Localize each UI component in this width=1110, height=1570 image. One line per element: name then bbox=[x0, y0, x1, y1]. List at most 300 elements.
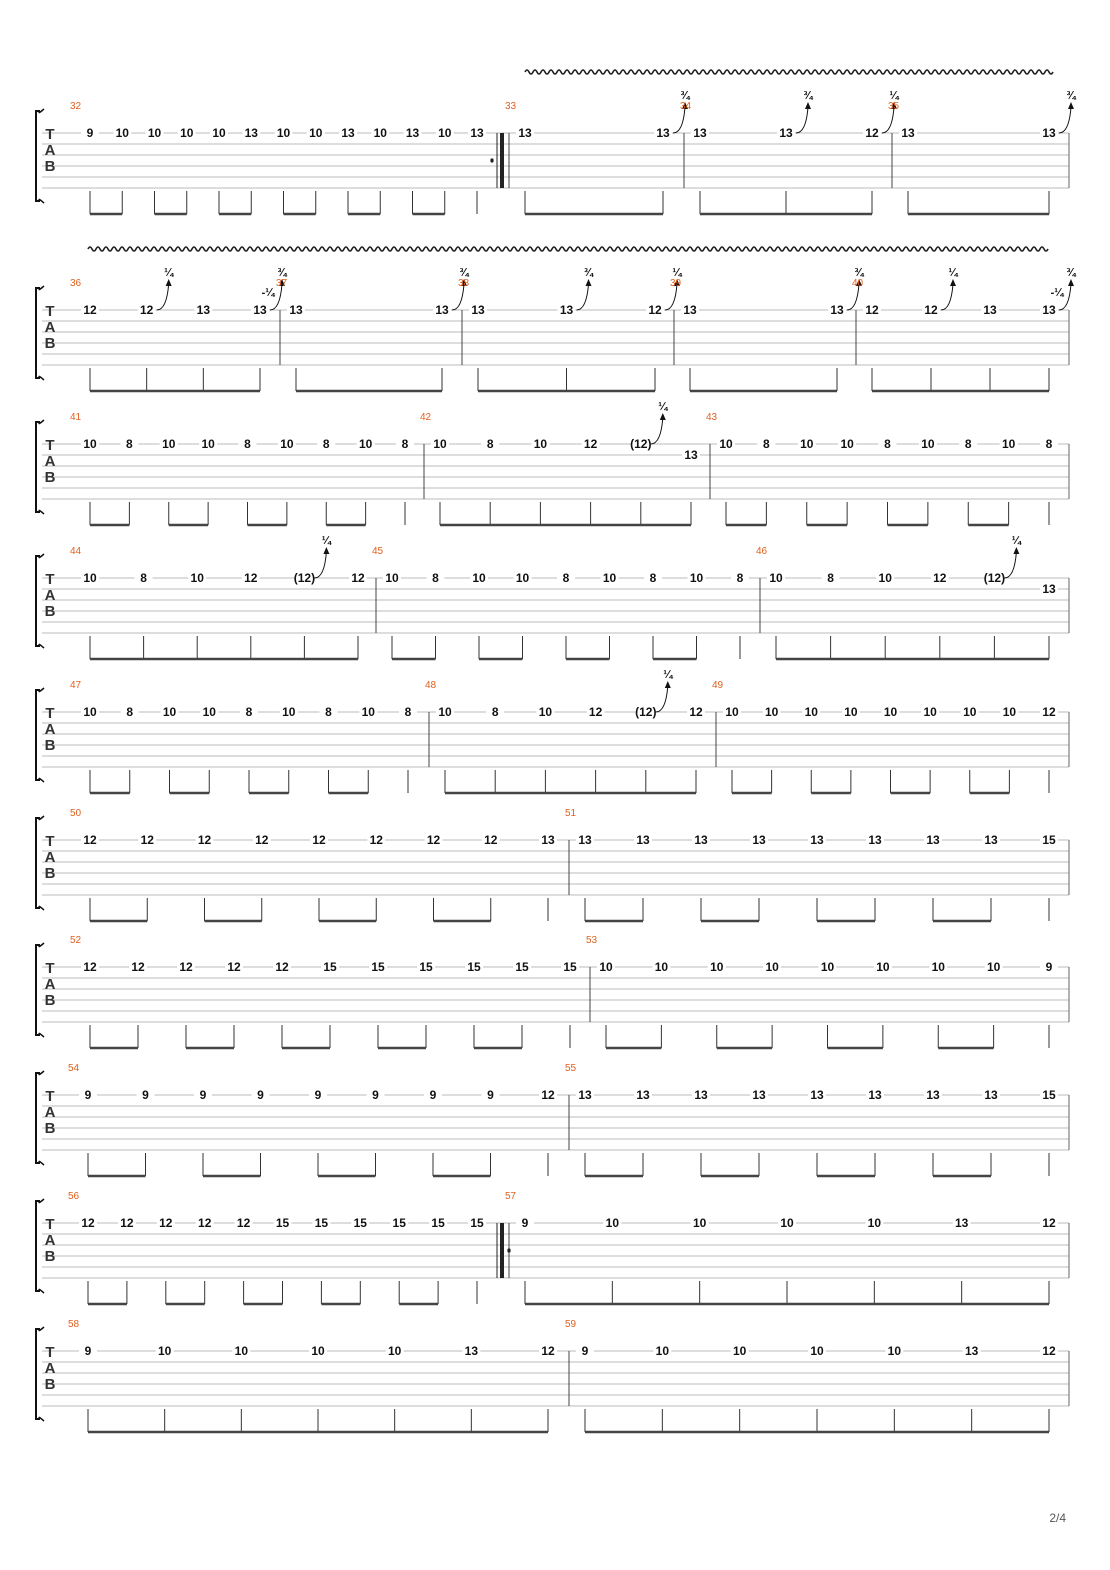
tab-clef-letter: T bbox=[45, 1088, 55, 1105]
system-bracket bbox=[36, 288, 40, 378]
fret-number: 9 bbox=[86, 126, 94, 140]
fret-number: 8 bbox=[325, 705, 332, 719]
fret-number: 10 bbox=[602, 571, 617, 585]
tab-clef-letter: A bbox=[44, 1360, 56, 1377]
bend-amount: ¾ bbox=[680, 90, 690, 102]
bend-curve bbox=[314, 552, 326, 578]
fret-number: 12 bbox=[351, 571, 365, 585]
fret-number: 10 bbox=[438, 126, 452, 140]
fret-number: 10 bbox=[820, 960, 835, 974]
fret-number: 10 bbox=[385, 571, 399, 585]
fret-number: 15 bbox=[1042, 833, 1056, 847]
fret-number: 10 bbox=[234, 1344, 249, 1358]
fret-number: 10 bbox=[309, 126, 323, 140]
fret-number: 15 bbox=[431, 1216, 445, 1230]
bend-arrow bbox=[323, 547, 329, 554]
fret-number: 10 bbox=[654, 960, 669, 974]
fret-number: 13 bbox=[196, 303, 211, 317]
tab-clef-letter: B bbox=[44, 1248, 56, 1265]
measure-number: 38 bbox=[458, 278, 470, 289]
fret-number: 15 bbox=[371, 960, 385, 974]
measure-number: 32 bbox=[70, 101, 82, 112]
fret-number: 15 bbox=[275, 1216, 290, 1230]
fret-number: 13 bbox=[752, 833, 766, 847]
bend-arrow bbox=[1068, 102, 1074, 109]
fret-number: 13 bbox=[868, 833, 882, 847]
measure-number: 40 bbox=[852, 278, 864, 289]
tab-clef-letter: B bbox=[44, 1120, 56, 1137]
fret-number: 8 bbox=[884, 437, 891, 451]
fret-number: 9 bbox=[429, 1088, 437, 1102]
fret-number: 9 bbox=[84, 1344, 92, 1358]
fret-number: 10 bbox=[83, 705, 97, 719]
fret-number: 10 bbox=[887, 1344, 902, 1358]
fret-number: 13 bbox=[289, 303, 303, 317]
measure-number: 50 bbox=[70, 808, 82, 819]
fret-number: 13 bbox=[1042, 303, 1056, 317]
fret-number: 10 bbox=[599, 960, 613, 974]
bend-amount: ¾ bbox=[854, 267, 864, 279]
fret-number: 15 bbox=[467, 960, 481, 974]
tab-clef-letter: T bbox=[45, 960, 55, 977]
tab-clef-letter: B bbox=[44, 992, 56, 1009]
tab-clef-letter: B bbox=[44, 737, 56, 754]
fret-number: 12 bbox=[179, 960, 193, 974]
tab-clef-letter: B bbox=[44, 1376, 56, 1393]
fret-number: 12 bbox=[244, 571, 258, 585]
fret-number: (12) bbox=[293, 571, 316, 585]
fret-number: 12 bbox=[924, 303, 938, 317]
fret-number: 12 bbox=[131, 960, 145, 974]
measure-number: 34 bbox=[680, 101, 692, 112]
fret-number: 10 bbox=[921, 437, 935, 451]
bend-amount: ¾ bbox=[803, 90, 813, 102]
measure-number: 39 bbox=[670, 278, 682, 289]
measure-number: 45 bbox=[372, 546, 384, 557]
fret-number: 13 bbox=[559, 303, 574, 317]
fret-number: 13 bbox=[964, 1344, 979, 1358]
tab-clef-letter: T bbox=[45, 705, 55, 722]
system-bracket bbox=[36, 1073, 40, 1163]
fret-number: 13 bbox=[926, 1088, 940, 1102]
fret-number: 12 bbox=[1042, 705, 1056, 719]
fret-number: 13 bbox=[694, 1088, 708, 1102]
fret-number: 8 bbox=[244, 437, 251, 451]
fret-number: 10 bbox=[387, 1344, 402, 1358]
bend-amount: ¾ bbox=[459, 267, 469, 279]
fret-number: 10 bbox=[883, 705, 898, 719]
fret-number: 13 bbox=[901, 126, 915, 140]
fret-number: 10 bbox=[311, 1344, 325, 1358]
bend-amount: ¾ bbox=[277, 267, 287, 279]
fret-number: 12 bbox=[484, 833, 498, 847]
fret-number: 8 bbox=[140, 571, 147, 585]
fret-number: 10 bbox=[83, 437, 97, 451]
fret-number: 12 bbox=[236, 1216, 251, 1230]
fret-number: 13 bbox=[464, 1344, 479, 1358]
bend-arrow bbox=[950, 279, 956, 286]
page-number: 2/4 bbox=[1049, 1511, 1066, 1525]
fret-number: 8 bbox=[401, 437, 409, 451]
fret-number: 10 bbox=[147, 126, 162, 140]
fret-number: 10 bbox=[472, 571, 486, 585]
fret-number: 13 bbox=[518, 126, 532, 140]
fret-number: 12 bbox=[648, 303, 662, 317]
fret-number: 15 bbox=[419, 960, 433, 974]
fret-number: 12 bbox=[369, 833, 383, 847]
fret-number: 10 bbox=[1002, 705, 1017, 719]
fret-number: 15 bbox=[323, 960, 337, 974]
fret-number: 9 bbox=[487, 1088, 494, 1102]
fret-number: 10 bbox=[438, 705, 452, 719]
fret-number: 12 bbox=[83, 833, 97, 847]
fret-number: 12 bbox=[583, 437, 598, 451]
fret-number: 8 bbox=[736, 571, 744, 585]
fret-number: 8 bbox=[763, 437, 770, 451]
fret-number: 8 bbox=[827, 571, 834, 585]
fret-number: 10 bbox=[689, 571, 704, 585]
system-bracket bbox=[36, 1329, 40, 1419]
bend-release: -¼ bbox=[1050, 287, 1064, 299]
fret-number: 12 bbox=[81, 1216, 95, 1230]
bend-curve bbox=[941, 284, 953, 310]
bend-curve bbox=[157, 284, 169, 310]
fret-number: 12 bbox=[197, 833, 212, 847]
fret-number: 12 bbox=[83, 960, 97, 974]
fret-number: 15 bbox=[1042, 1088, 1056, 1102]
vibrato-line bbox=[88, 247, 1048, 251]
fret-number: 13 bbox=[779, 126, 793, 140]
bend-arrow bbox=[166, 279, 172, 286]
fret-number: 13 bbox=[471, 303, 485, 317]
fret-number: 8 bbox=[964, 437, 972, 451]
fret-number: 10 bbox=[361, 705, 375, 719]
system-bracket bbox=[36, 422, 40, 512]
fret-number: 10 bbox=[692, 1216, 707, 1230]
tab-clef-letter: A bbox=[44, 976, 56, 993]
fret-number: 10 bbox=[867, 1216, 882, 1230]
measure-number: 33 bbox=[505, 101, 517, 112]
measure-number: 46 bbox=[756, 546, 768, 557]
fret-number: 12 bbox=[139, 303, 154, 317]
fret-number: (12) bbox=[983, 571, 1006, 585]
bend-amount: ¾ bbox=[1066, 90, 1076, 102]
tab-clef-letter: T bbox=[45, 437, 55, 454]
fret-number: 13 bbox=[683, 303, 697, 317]
fret-number: 13 bbox=[435, 303, 449, 317]
repeat-dot bbox=[490, 159, 493, 162]
tab-clef-letter: T bbox=[45, 571, 55, 588]
fret-number: 13 bbox=[405, 126, 420, 140]
fret-number: 13 bbox=[656, 126, 670, 140]
fret-number: 9 bbox=[581, 1344, 589, 1358]
system-bracket bbox=[36, 1201, 40, 1291]
fret-number: 13 bbox=[684, 448, 698, 462]
tab-system bbox=[36, 1063, 1069, 1176]
fret-number: 13 bbox=[244, 126, 258, 140]
fret-number: 13 bbox=[1042, 582, 1056, 596]
fret-number: 10 bbox=[373, 126, 387, 140]
fret-number: 8 bbox=[126, 437, 133, 451]
fret-number: 8 bbox=[491, 705, 499, 719]
fret-number: 10 bbox=[162, 705, 177, 719]
fret-number: 13 bbox=[578, 1088, 592, 1102]
fret-number: 12 bbox=[865, 303, 879, 317]
measure-number: 48 bbox=[425, 680, 437, 691]
bend-amount: ¾ bbox=[1066, 267, 1076, 279]
fret-number: 12 bbox=[83, 303, 97, 317]
fret-number: 13 bbox=[954, 1216, 969, 1230]
tab-system bbox=[36, 1319, 1069, 1432]
fret-number: 10 bbox=[280, 437, 294, 451]
tab-clef-letter: B bbox=[44, 335, 56, 352]
fret-number: 10 bbox=[358, 437, 373, 451]
measure-number: 53 bbox=[586, 935, 598, 946]
measure-number: 55 bbox=[565, 1063, 577, 1074]
fret-number: 10 bbox=[282, 705, 296, 719]
fret-number: 10 bbox=[157, 1344, 172, 1358]
fret-number: 8 bbox=[562, 571, 570, 585]
fret-number: 8 bbox=[486, 437, 494, 451]
fret-number: 8 bbox=[649, 571, 657, 585]
bend-amount: ¼ bbox=[663, 669, 673, 681]
system-bracket bbox=[36, 556, 40, 646]
fret-number: 13 bbox=[470, 126, 484, 140]
tab-clef-letter: B bbox=[44, 865, 56, 882]
fret-number: 12 bbox=[198, 1216, 212, 1230]
fret-number: 12 bbox=[933, 571, 947, 585]
fret-number: 12 bbox=[312, 833, 326, 847]
bend-amount: ¼ bbox=[658, 401, 668, 413]
tab-system bbox=[36, 1191, 1069, 1304]
fret-number: 10 bbox=[201, 437, 215, 451]
fret-number: 12 bbox=[541, 1088, 555, 1102]
bend-arrow bbox=[586, 279, 592, 286]
fret-number: 10 bbox=[202, 705, 216, 719]
fret-number: 10 bbox=[162, 437, 176, 451]
fret-number: 13 bbox=[868, 1088, 882, 1102]
measure-number: 41 bbox=[70, 412, 82, 423]
bend-amount: ¼ bbox=[164, 267, 174, 279]
bend-arrow bbox=[805, 102, 811, 109]
tab-clef-letter: T bbox=[45, 303, 55, 320]
fret-number: 10 bbox=[800, 437, 814, 451]
measure-number: 42 bbox=[420, 412, 432, 423]
tab-clef-letter: A bbox=[44, 1232, 56, 1249]
bend-arrow bbox=[665, 681, 671, 688]
fret-number: 10 bbox=[765, 960, 779, 974]
fret-number: 9 bbox=[142, 1088, 149, 1102]
fret-number: 15 bbox=[392, 1216, 406, 1230]
repeat-thick-bar bbox=[500, 1223, 504, 1278]
fret-number: 9 bbox=[314, 1088, 322, 1102]
fret-number: 10 bbox=[1001, 437, 1016, 451]
fret-number: 10 bbox=[769, 571, 783, 585]
fret-number: 12 bbox=[255, 833, 269, 847]
fret-number: 13 bbox=[341, 126, 355, 140]
tab-clef-letter: B bbox=[44, 158, 56, 175]
tab-clef-letter: A bbox=[44, 587, 56, 604]
fret-number: 10 bbox=[931, 960, 945, 974]
tab-clef-letter: B bbox=[44, 603, 56, 620]
fret-number: 13 bbox=[984, 833, 998, 847]
system-bracket bbox=[36, 111, 40, 201]
fret-number: 9 bbox=[257, 1088, 264, 1102]
fret-number: 15 bbox=[353, 1216, 367, 1230]
measure-number: 52 bbox=[70, 935, 82, 946]
fret-number: 10 bbox=[764, 705, 779, 719]
tab-system bbox=[36, 935, 1069, 1048]
fret-number: 13 bbox=[1042, 126, 1056, 140]
fret-number: 12 bbox=[159, 1216, 173, 1230]
tab-clef-letter: T bbox=[45, 1344, 55, 1361]
fret-number: 8 bbox=[245, 705, 253, 719]
system-bracket bbox=[36, 818, 40, 908]
fret-number: 13 bbox=[810, 1088, 824, 1102]
fret-number: 10 bbox=[844, 705, 858, 719]
fret-number: 12 bbox=[275, 960, 289, 974]
fret-number: 10 bbox=[276, 126, 291, 140]
measure-number: 54 bbox=[68, 1063, 80, 1074]
bend-amount: ¼ bbox=[948, 267, 958, 279]
fret-number: 13 bbox=[694, 833, 708, 847]
fret-number: 8 bbox=[126, 705, 134, 719]
fret-number: 10 bbox=[533, 437, 548, 451]
fret-number: 10 bbox=[515, 571, 530, 585]
bend-arrow bbox=[1013, 547, 1019, 554]
bend-curve bbox=[651, 418, 663, 444]
bend-release: -¼ bbox=[261, 287, 275, 299]
fret-number: 13 bbox=[752, 1088, 766, 1102]
fret-number: 10 bbox=[725, 705, 739, 719]
tab-clef-letter: T bbox=[45, 126, 55, 143]
measure-number: 47 bbox=[70, 680, 82, 691]
fret-number: 13 bbox=[983, 303, 997, 317]
fret-number: 13 bbox=[693, 126, 707, 140]
bend-amount: ¼ bbox=[889, 90, 899, 102]
measure-number: 43 bbox=[706, 412, 718, 423]
fret-number: 10 bbox=[655, 1344, 670, 1358]
fret-number: 12 bbox=[120, 1216, 134, 1230]
bend-curve bbox=[577, 284, 589, 310]
repeat-end bbox=[490, 133, 504, 188]
repeat-thick-bar bbox=[500, 133, 504, 188]
fret-number: 13 bbox=[984, 1088, 998, 1102]
repeat-dot bbox=[507, 1249, 510, 1252]
fret-number: 9 bbox=[372, 1088, 379, 1102]
tab-system bbox=[36, 90, 1076, 214]
fret-number: 10 bbox=[732, 1344, 747, 1358]
bend-arrow bbox=[660, 413, 666, 420]
fret-number: 10 bbox=[986, 960, 1001, 974]
fret-number: 8 bbox=[322, 437, 330, 451]
fret-number: 10 bbox=[804, 705, 818, 719]
fret-number: 12 bbox=[588, 705, 603, 719]
tab-system bbox=[36, 535, 1069, 659]
fret-number: 15 bbox=[470, 1216, 484, 1230]
measure-number: 58 bbox=[68, 1319, 80, 1330]
fret-number: 10 bbox=[115, 126, 129, 140]
bend-amount: ¼ bbox=[672, 267, 682, 279]
fret-number: 10 bbox=[719, 437, 733, 451]
fret-number: 15 bbox=[314, 1216, 329, 1230]
fret-number: 10 bbox=[433, 437, 447, 451]
fret-number: 12 bbox=[227, 960, 241, 974]
fret-number: 10 bbox=[780, 1216, 794, 1230]
measure-number: 37 bbox=[276, 278, 288, 289]
bend-curve bbox=[656, 686, 668, 712]
fret-number: 13 bbox=[810, 833, 824, 847]
vibrato-line bbox=[525, 70, 1053, 74]
tab-clef-letter: A bbox=[44, 849, 56, 866]
fret-number: 10 bbox=[190, 571, 204, 585]
tab-system bbox=[36, 808, 1069, 921]
fret-number: 13 bbox=[253, 303, 267, 317]
fret-number: 10 bbox=[878, 571, 892, 585]
fret-number: 8 bbox=[432, 571, 439, 585]
tab-clef-letter: A bbox=[44, 721, 56, 738]
fret-number: 10 bbox=[212, 126, 226, 140]
system-bracket bbox=[36, 690, 40, 780]
fret-number: 13 bbox=[578, 833, 592, 847]
measure-number: 36 bbox=[70, 278, 82, 289]
fret-number: 10 bbox=[810, 1344, 824, 1358]
fret-number: 12 bbox=[689, 705, 703, 719]
fret-number: 12 bbox=[865, 126, 879, 140]
fret-number: 12 bbox=[1042, 1216, 1056, 1230]
fret-number: 10 bbox=[83, 571, 97, 585]
fret-number: 10 bbox=[876, 960, 890, 974]
bend-curve bbox=[1004, 552, 1016, 578]
fret-number: 9 bbox=[199, 1088, 207, 1102]
fret-number: 13 bbox=[636, 833, 650, 847]
fret-number: 12 bbox=[140, 833, 154, 847]
tab-clef-letter: B bbox=[44, 469, 56, 486]
measure-number: 59 bbox=[565, 1319, 577, 1330]
measure-number: 49 bbox=[712, 680, 724, 691]
fret-number: (12) bbox=[635, 705, 657, 719]
fret-number: 10 bbox=[840, 437, 854, 451]
measure-number: 56 bbox=[68, 1191, 80, 1202]
tab-system bbox=[36, 401, 1069, 525]
fret-number: 15 bbox=[515, 960, 529, 974]
fret-number: 10 bbox=[180, 126, 194, 140]
tab-clef-letter: A bbox=[44, 319, 56, 336]
fret-number: 9 bbox=[521, 1216, 529, 1230]
tab-clef-letter: A bbox=[44, 142, 56, 159]
fret-number: 13 bbox=[926, 833, 940, 847]
bend-amount: ¾ bbox=[583, 267, 594, 279]
fret-number: 15 bbox=[563, 960, 577, 974]
fret-number: 10 bbox=[710, 960, 724, 974]
tab-clef-letter: T bbox=[45, 1216, 55, 1233]
fret-number: 10 bbox=[605, 1216, 620, 1230]
fret-number: 10 bbox=[923, 705, 937, 719]
tab-system bbox=[36, 267, 1076, 391]
measure-number: 57 bbox=[505, 1191, 517, 1202]
fret-number: 8 bbox=[1045, 437, 1053, 451]
fret-number: 12 bbox=[426, 833, 441, 847]
bend-curve bbox=[1059, 107, 1071, 133]
fret-number: 13 bbox=[636, 1088, 650, 1102]
fret-number: 9 bbox=[1045, 960, 1053, 974]
bend-arrow bbox=[1068, 279, 1074, 286]
tab-clef-letter: T bbox=[45, 833, 55, 850]
fret-number: 8 bbox=[404, 705, 412, 719]
bend-curve bbox=[796, 107, 808, 133]
system-bracket bbox=[36, 945, 40, 1035]
fret-number: 13 bbox=[541, 833, 555, 847]
